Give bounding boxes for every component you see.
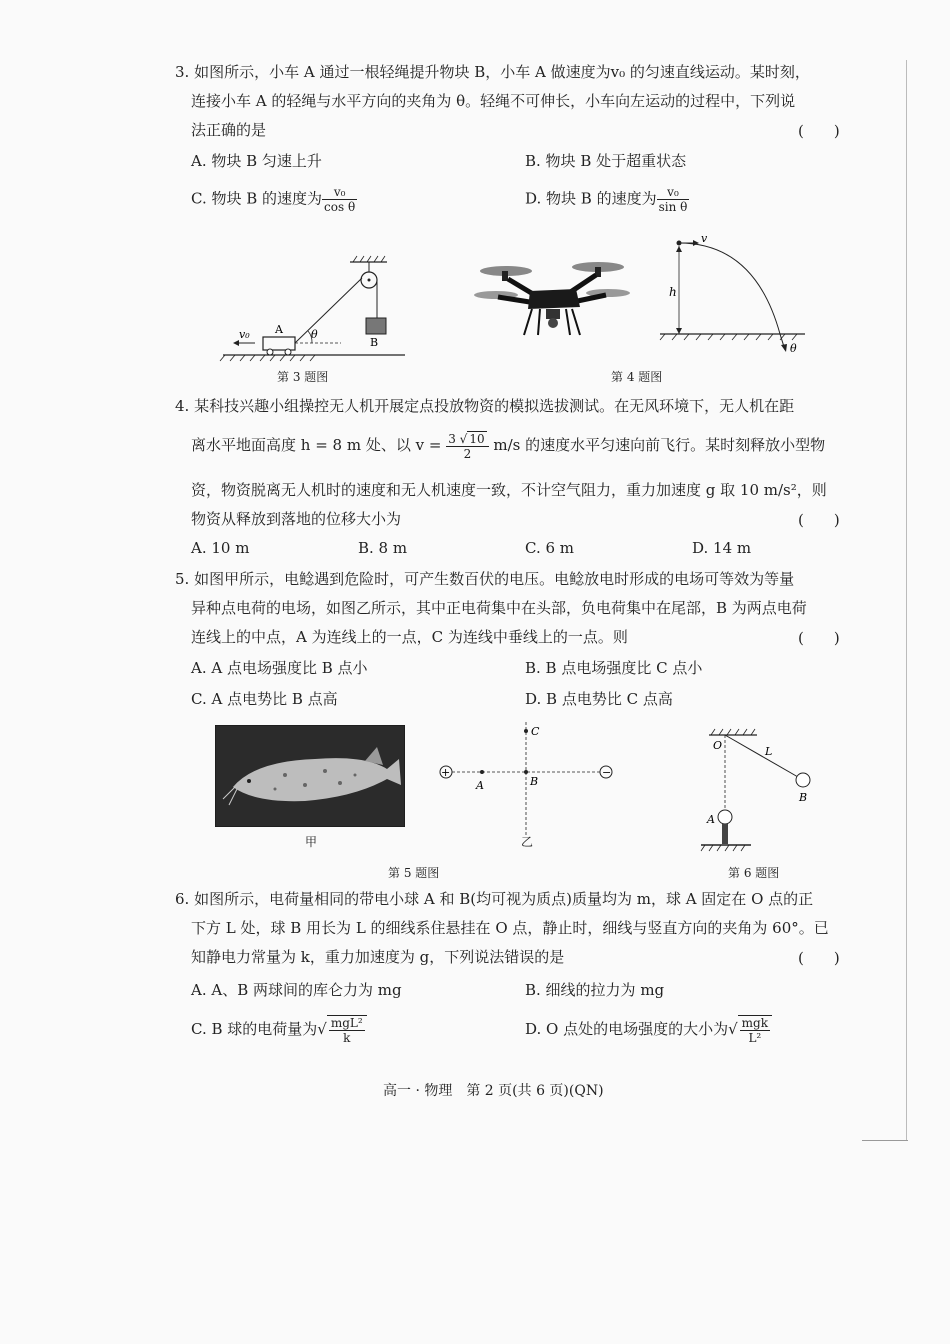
q3-line1: 3. 如图所示，小车 A 通过一根轻绳提升物块 B，小车 A 做速度为v₀ 的匀速直线运动。某时刻， [175, 63, 810, 81]
fig5-label-a: A [476, 779, 484, 792]
q6-line1: 6. 如图所示，电荷量相同的带电小球 A 和 B(均可视为质点)质量均为 m，球 A 固定在 O 点的正 [175, 890, 814, 908]
fig4-label-h: h [669, 285, 677, 299]
fig5-plus: + [441, 766, 451, 779]
fig5-label-yi: 乙 [521, 835, 534, 849]
figure-6-pendulum-diagram [695, 725, 825, 860]
q6-line2: 下方 L 处，球 B 用长为 L 的细线系住悬挂在 O 点，静止时，细线与竖直方向的夹角为 60°。已 [191, 919, 829, 937]
q3-option-b: B. 物块 B 处于超重状态 [525, 152, 687, 170]
q4-line2: 离水平地面高度 h = 8 m 处、以 v = $\frac{3 √ 10}{2}$ m/s 的速度水平匀速向前飞行。某时刻释放小型物 [191, 432, 826, 461]
fig5-minus: − [602, 766, 612, 779]
q5-option-b: B. B 点电场强度比 C 点小 [525, 659, 703, 677]
q5-option-d: D. B 点电势比 C 点高 [525, 690, 673, 708]
q4-line3: 资，物资脱离无人机时的速度和无人机速度一致，不计空气阻力，重力加速度 g 取 10 m/s²，则 [191, 481, 827, 499]
q4-answer-bracket: ( ) [798, 511, 840, 529]
fig6-label-b: B [799, 791, 808, 804]
figure-5-charge-diagram [430, 717, 620, 847]
drone-image [468, 255, 638, 345]
q3-option-a: A. 物块 B 匀速上升 [191, 152, 322, 170]
fig3-label-b: B [370, 336, 379, 349]
fig4-caption: 第 4 题图 [611, 370, 663, 384]
q5-answer-bracket: ( ) [798, 629, 840, 647]
q6-line3: 知静电力常量为 k，重力加速度为 g，下列说法错误的是 [191, 948, 565, 966]
fig3-label-v0: v₀ [239, 328, 250, 341]
q4-option-c: C. 6 m [525, 539, 575, 557]
fig5-label-jia: 甲 [305, 835, 318, 849]
page-corner-mark [862, 1140, 908, 1141]
q6-option-d: D. O 点处的电场强度的大小为√ $\frac{\text{mgk}}{\text{L²}}$ [525, 1015, 772, 1045]
fig5-label-b: B [530, 775, 539, 788]
fig3-label-theta: θ [311, 328, 318, 341]
figure-3-pulley-diagram [215, 250, 415, 365]
q3-option-c: C. 物块 B 的速度为 $\frac{\text{v₀}}{\text{cos θ}}$ [191, 185, 356, 214]
q3-answer-bracket: ( ) [798, 122, 840, 140]
fig5-label-c: C [531, 725, 540, 738]
q4-option-d: D. 14 m [692, 539, 752, 557]
fig3-caption: 第 3 题图 [277, 370, 329, 384]
q4-option-b: B. 8 m [358, 539, 408, 557]
q5-option-c: C. A 点电势比 B 点高 [191, 690, 338, 708]
q3-option-d: D. 物块 B 的速度为 $\frac{\text{v₀}}{\text{sin θ}}$ [525, 185, 688, 214]
q6-option-c: C. B 球的电荷量为√ $\frac{\text{mgL²}}{k}$ [191, 1015, 367, 1045]
fig3-label-a: A [275, 323, 283, 336]
q4-line4: 物资从释放到落地的位移大小为 [191, 510, 402, 528]
q6-option-b: B. 细线的拉力为 mg [525, 981, 665, 999]
fig6-caption: 第 6 题图 [728, 866, 780, 880]
q5-line2: 异种点电荷的电场，如图乙所示，其中正电荷集中在头部，负电荷集中在尾部，B 为两点电荷 [191, 599, 807, 617]
electric-catfish-photo [215, 725, 405, 827]
fig6-label-a: A [707, 813, 715, 826]
fig6-label-o: O [713, 739, 723, 752]
q5-option-a: A. A 点电场强度比 B 点小 [191, 659, 368, 677]
fig4-label-v: v [701, 232, 708, 245]
page-footer: 高一 · 物理 第 2 页(共 6 页)(QN) [383, 1083, 604, 1099]
q6-answer-bracket: ( ) [798, 949, 840, 967]
q4-option-a: A. 10 m [191, 539, 250, 557]
q3-line3: 法正确的是 [191, 121, 267, 139]
q5-line3: 连线上的中点，A 为连线上的一点，C 为连线中垂线上的一点。则 [191, 628, 628, 646]
fig4-label-theta: θ [790, 342, 797, 355]
fig6-label-l: L [765, 745, 773, 758]
q6-option-a: A. A、B 两球间的库仑力为 mg [191, 981, 402, 999]
q5-line1: 5. 如图甲所示，电鲶遇到危险时，可产生数百伏的电压。电鲶放电时形成的电场可等效为等量 [175, 570, 795, 588]
figure-4-trajectory-diagram [655, 228, 815, 358]
q3-line2: 连接小车 A 的轻绳与水平方向的夹角为 θ。轻绳不可伸长，小车向左运动的过程中，下列说 [191, 92, 796, 110]
fig5-caption: 第 5 题图 [388, 866, 440, 880]
q4-line1: 4. 某科技兴趣小组操控无人机开展定点投放物资的模拟选拔测试。在无风环境下，无人机在距 [175, 397, 795, 415]
page-edge-line [906, 60, 907, 1140]
